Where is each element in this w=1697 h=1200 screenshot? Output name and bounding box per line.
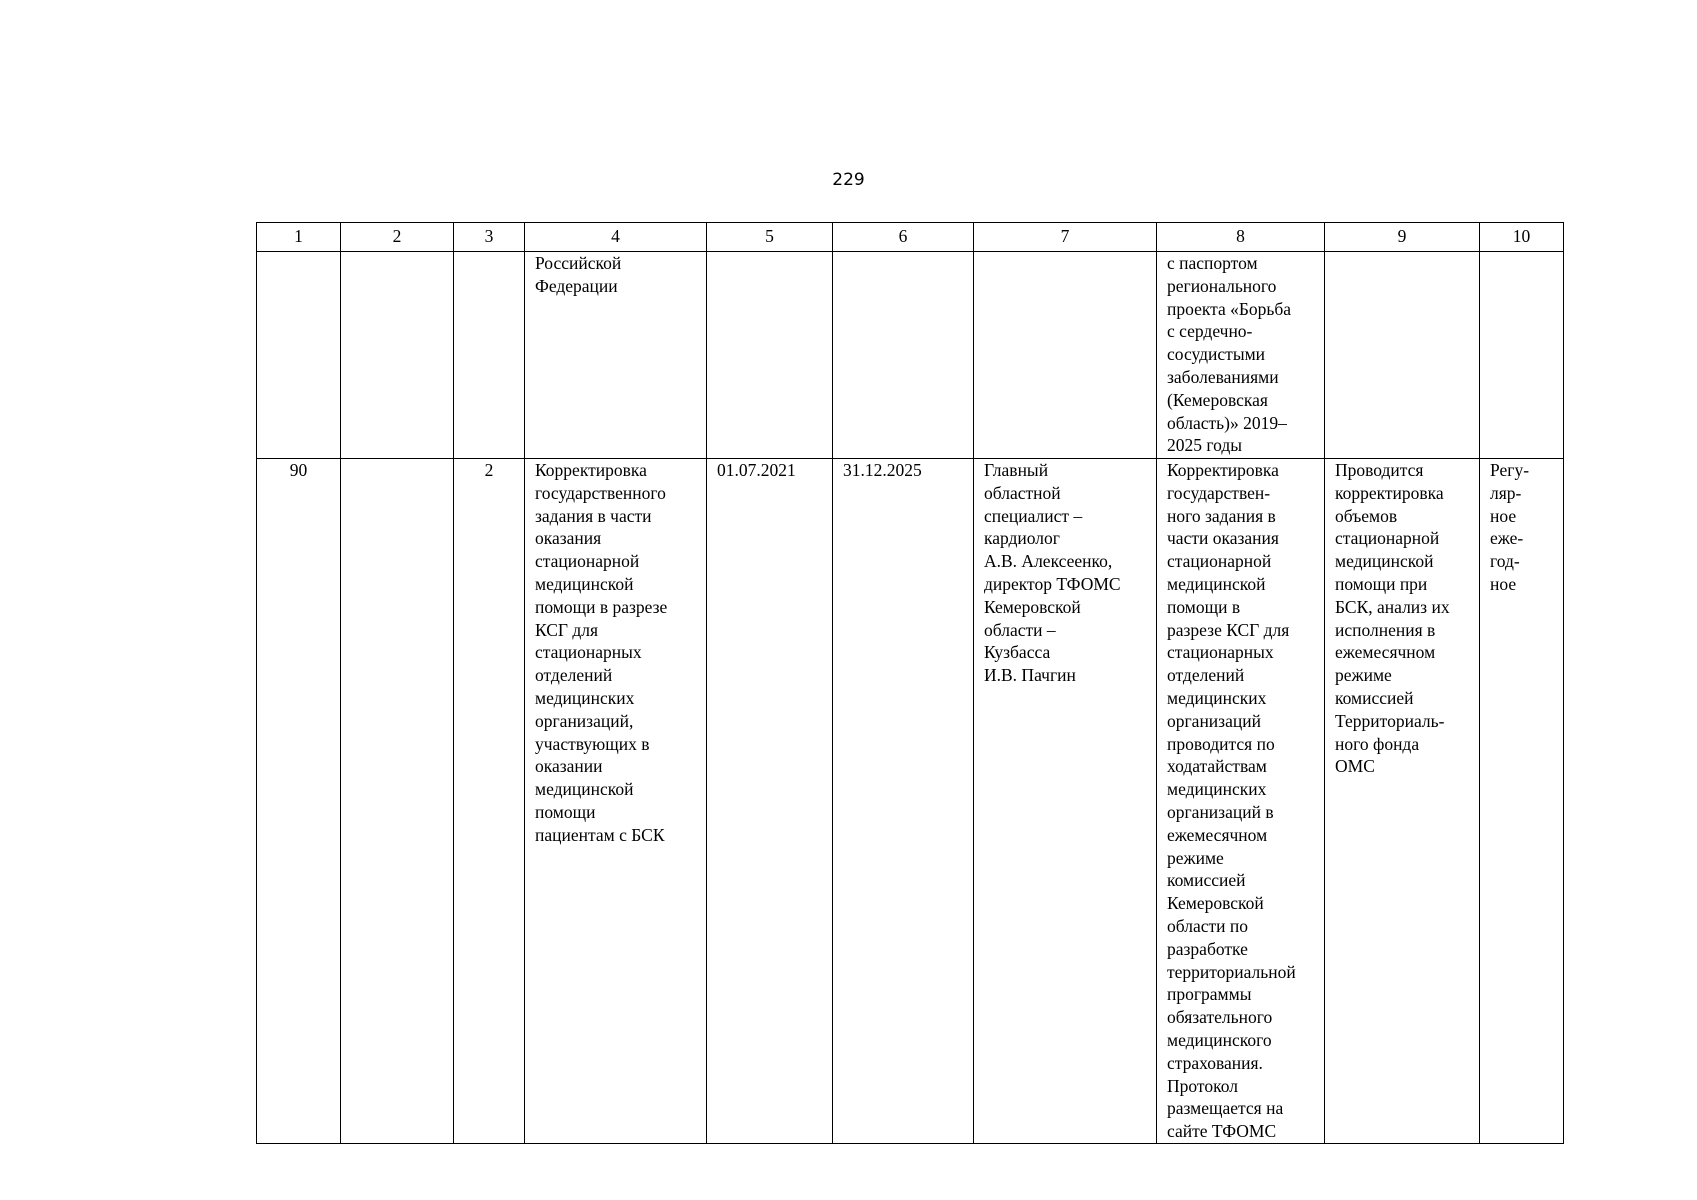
column-number: 5 — [707, 223, 833, 252]
page-number: 229 — [832, 170, 865, 190]
column-number: 9 — [1325, 223, 1480, 252]
column-number: 4 — [525, 223, 707, 252]
column-number: 10 — [1480, 223, 1564, 252]
result-cell: с паспортом регионального проекта «Борьба с сердечно- сосудистыми заболеваниями (Кемеровская область)» 2019– 2025 годы — [1157, 252, 1325, 459]
responsible-cell — [974, 252, 1157, 459]
column-number: 8 — [1157, 223, 1325, 252]
column-number-row — [257, 223, 1564, 252]
start-date-cell — [707, 252, 833, 459]
column-number: 2 — [341, 223, 454, 252]
table-cell — [454, 252, 525, 459]
table-row — [257, 252, 1564, 459]
indicator-cell: Проводится корректировка объемов стационарной медицинской помощи при БСК, анализ их исполнения в ежемесячном режиме комиссией Территориаль- ного фонда ОМС — [1325, 459, 1480, 1144]
table-row — [257, 459, 1564, 1144]
row-number-cell: 90 — [257, 459, 341, 1144]
column-number: 6 — [833, 223, 974, 252]
start-date-cell: 01.07.2021 — [707, 459, 833, 1144]
event-name-cell: Российской Федерации — [525, 252, 707, 459]
table-cell — [341, 252, 454, 459]
table-cell: 2 — [454, 459, 525, 1144]
plan-table — [256, 222, 1564, 1144]
periodicity-cell — [1480, 252, 1564, 459]
column-number: 3 — [454, 223, 525, 252]
table-cell — [341, 459, 454, 1144]
column-number: 1 — [257, 223, 341, 252]
indicator-cell — [1325, 252, 1480, 459]
event-name-cell: Корректировка государственного задания в части оказания стационарной медицинской помощи в разрезе КСГ для стационарных отделений медицинских организаций, участвующих в оказании медицинской помощи пациентам с БСК — [525, 459, 707, 1144]
column-number: 7 — [974, 223, 1157, 252]
responsible-cell: Главный областной специалист – кардиолог А.В. Алексеенко, директор ТФОМС Кемеровской области – Кузбасса И.В. Пачгин — [974, 459, 1157, 1144]
result-cell: Корректировка государствен- ного задания в части оказания стационарной медицинской помощи в разрезе КСГ для стационарных отделений медицинских организаций проводится по ходатайствам медицинских организаций в ежемесячном режиме комиссией Кемеровской области по разработке территориальной программы обязательного медицинского страхования. Протокол размещается на сайте ТФОМС — [1157, 459, 1325, 1144]
end-date-cell — [833, 252, 974, 459]
end-date-cell: 31.12.2025 — [833, 459, 974, 1144]
row-number-cell — [257, 252, 341, 459]
periodicity-cell: Регу- ляр- ное еже- год- ное — [1480, 459, 1564, 1144]
